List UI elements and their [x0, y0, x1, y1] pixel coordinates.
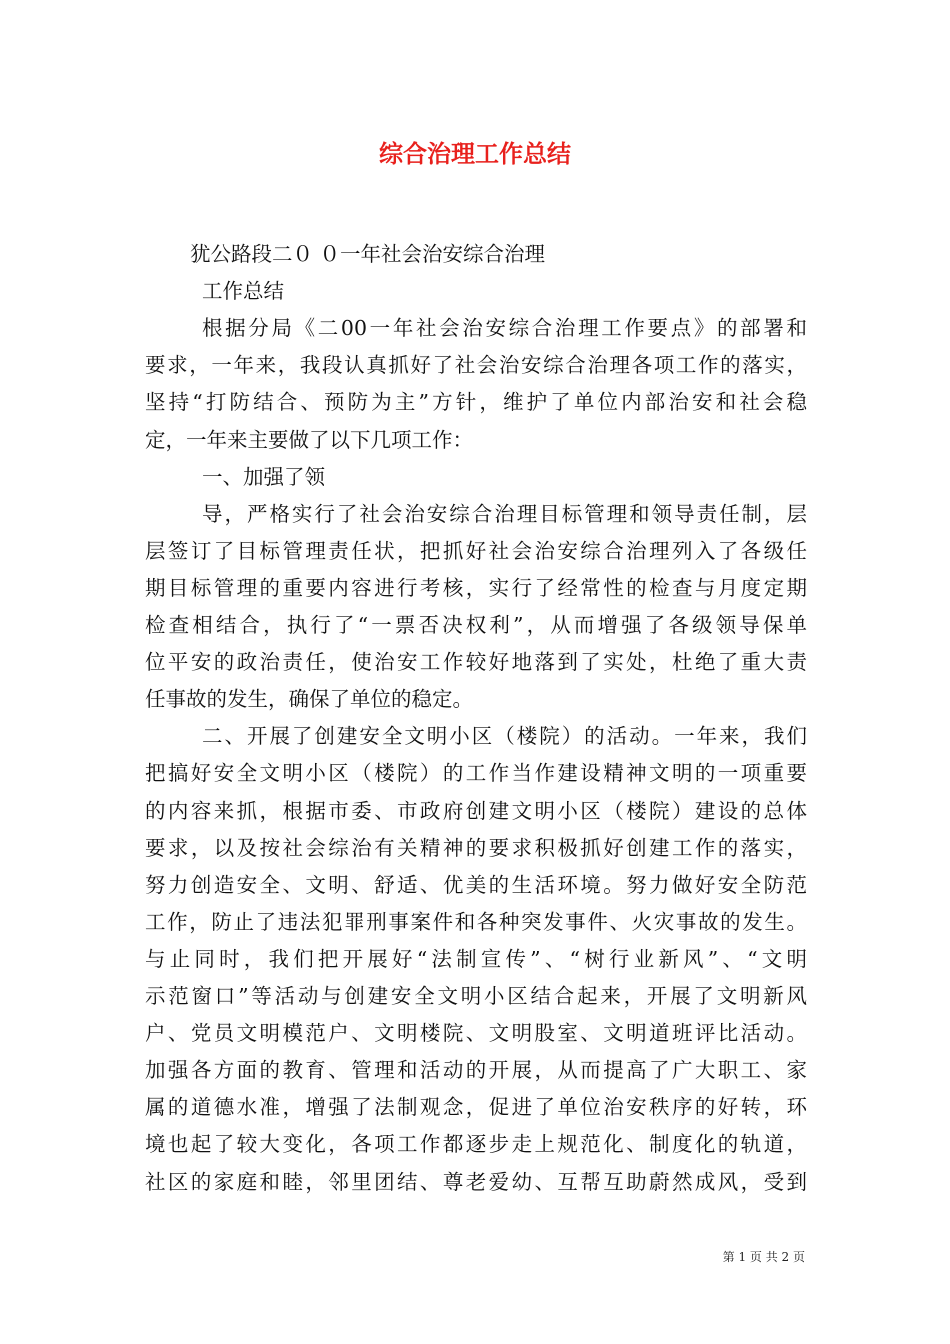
paragraph-line: 与止同时，我们把开展好“法制宣传”、“树行业新风”、“文明 [145, 946, 807, 971]
paragraph-line: 的内容来抓，根据市委、市政府创建文明小区（楼院）建设的总体 [145, 798, 807, 823]
paragraph-line: 根据分局《二00一年社会治安综合治理工作要点》的部署和 [202, 316, 807, 341]
paragraph-line: 层签订了目标管理责任状，把抓好社会治安综合治理列入了各级任 [145, 538, 807, 563]
paragraph-line: 定，一年来主要做了以下几项工作： [145, 427, 473, 452]
paragraph-line: 把搞好安全文明小区（楼院）的工作当作建设精神文明的一项重要 [145, 761, 807, 786]
paragraph-line: 二、开展了创建安全文明小区（楼院）的活动。一年来，我们 [202, 724, 807, 749]
paragraph-line: 导，严格实行了社会治安综合治理目标管理和领导责任制，层 [202, 501, 807, 526]
paragraph-line: 社区的家庭和睦，邻里团结、尊老爱幼、互帮互助蔚然成风，受到 [145, 1169, 807, 1194]
paragraph-line: 户、党员文明模范户、文明楼院、文明股室、文明道班评比活动。 [145, 1021, 807, 1046]
paragraph-line: 努力创造安全、文明、舒适、优美的生活环境。努力做好安全防范 [145, 872, 807, 897]
paragraph-line: 示范窗口”等活动与创建安全文明小区结合起来，开展了文明新风 [145, 984, 807, 1008]
paragraph-line: 坚持“打防结合、预防为主”方针，维护了单位内部治安和社会稳 [145, 390, 807, 415]
paragraph-line: 工作，防止了违法犯罪刑事案件和各种突发事件、火灾事故的发生。 [145, 909, 807, 934]
paragraph-line: 境也起了较大变化，各项工作都逐步走上规范化、制度化的轨道， [145, 1132, 807, 1157]
paragraph-line: 要求，一年来，我段认真抓好了社会治安综合治理各项工作的落实， [145, 353, 807, 378]
paragraph-line: 期目标管理的重要内容进行考核，实行了经常性的检查与月度定期 [145, 575, 807, 600]
paragraph-line: 加强各方面的教育、管理和活动的开展，从而提高了广大职工、家 [145, 1058, 807, 1083]
document-title: 综合治理工作总结 [379, 140, 571, 168]
paragraph-line: 位平安的政治责任，使治安工作较好地落到了实处，杜绝了重大责 [145, 650, 807, 675]
paragraph-line: 检查相结合，执行了“一票否决权利”，从而增强了各级领导保单 [145, 613, 807, 637]
paragraph-line: 任事故的发生，确保了单位的稳定。 [145, 687, 473, 712]
paragraph-line: 犹公路段二０ ０一年社会治安综合治理 [190, 242, 546, 266]
paragraph-line: 要求，以及按社会综治有关精神的要求积极抓好创建工作的落实， [145, 835, 807, 860]
paragraph-line: 一、加强了领 [202, 464, 325, 489]
page-number: 第 1 页 共 2 页 [722, 1250, 805, 1264]
paragraph-line: 工作总结 [202, 279, 284, 304]
paragraph-line: 属的道德水准，增强了法制观念，促进了单位治安秩序的好转，环 [145, 1095, 807, 1120]
